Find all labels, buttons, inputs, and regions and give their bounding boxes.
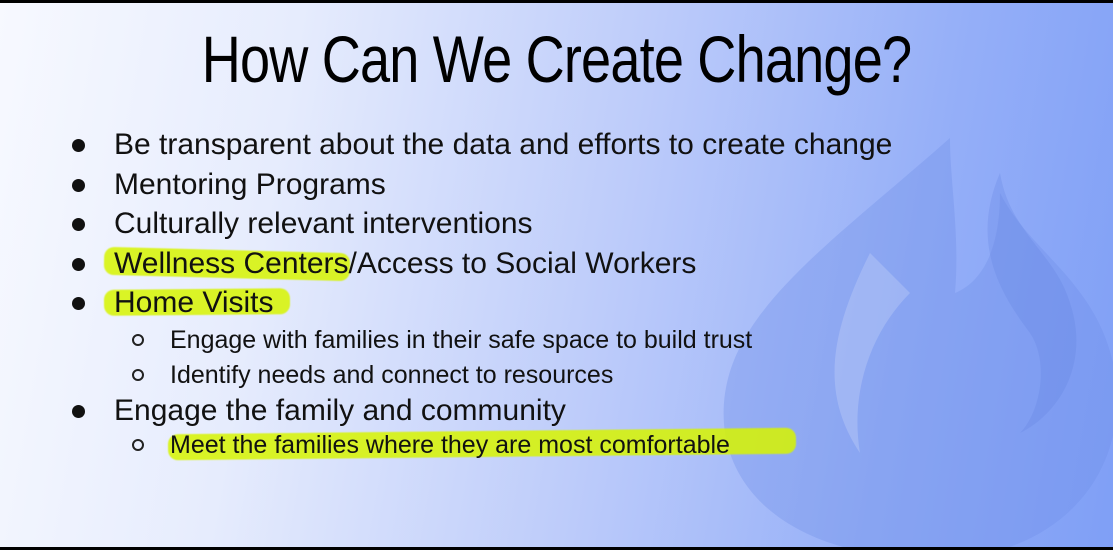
bullet-dot xyxy=(72,258,85,271)
bullet-dot xyxy=(72,297,85,310)
list-item: Culturally relevant interventions xyxy=(114,207,533,240)
list-item: Mentoring Programs xyxy=(114,168,386,201)
sub-bullet-circle xyxy=(132,369,144,381)
list-item: Be transparent about the data and efforts to create change xyxy=(114,128,893,161)
sub-bullet-circle xyxy=(132,334,144,346)
bullet-list xyxy=(0,3,1113,547)
sub-bullet-circle xyxy=(132,439,144,451)
sub-list-item: Identify needs and connect to resources xyxy=(170,361,614,389)
sub-list-item: Meet the families where they are most comfortable xyxy=(170,431,730,459)
list-item: Engage the family and community xyxy=(114,394,566,427)
list-item: Wellness Centers/Access to Social Workers xyxy=(114,247,697,280)
slide-title: How Can We Create Change? xyxy=(201,22,912,96)
list-item: Home Visits xyxy=(114,286,274,319)
bullet-dot xyxy=(72,218,85,231)
sub-list-item: Engage with families in their safe space to build trust xyxy=(170,326,753,354)
bullet-dot xyxy=(72,405,85,418)
bullet-dot xyxy=(72,139,85,152)
presentation-slide xyxy=(0,3,1113,547)
bullet-dot xyxy=(72,179,85,192)
